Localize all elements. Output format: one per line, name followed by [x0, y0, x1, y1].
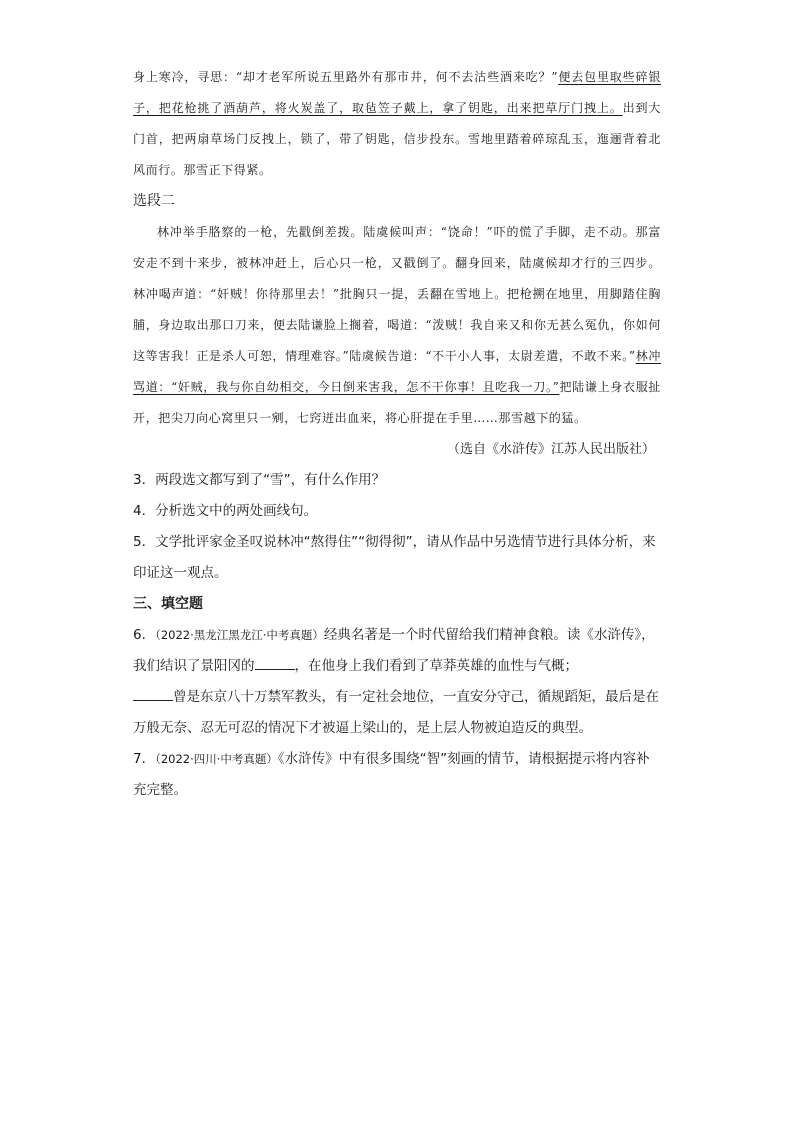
passage-one-text [133, 62, 661, 186]
question-7-text: 《水浒传》中有很多围绕“智”刻画的情节，请根据提示将内容补充完整。 [133, 751, 650, 798]
passage-one-text-1: 身上寒冷，寻思：“却才老军所说五里路外有那市井，何不去沽些酒来吃？” [133, 70, 559, 84]
question-5: 5．文学批评家金圣叹说林冲“熬得住”“彻得彻”，请从作品中另选情节进行具体分析，来印证这一观点。 [133, 534, 656, 581]
question-4: 4．分析选文中的两处画线句。 [133, 503, 318, 519]
question-6 [133, 620, 661, 744]
question-7 [133, 744, 661, 806]
passage-one-text-2: 出到大门首，把两扇草场门反拽上，锁了，带了钥匙，信步投东。雪地里踏着碎琼乱玉，迤逦背着北风而行。那雪正下得紧。 [133, 101, 661, 177]
source-citation: （选自《水浒传》江苏人民出版社） [446, 442, 655, 457]
question-6-text-b: ，在他身上我们看到了草莽英雄的血性与气概； [294, 658, 578, 674]
underlined-sentence-one: 便去包里取些碎银子，把花枪挑了酒葫芦，将火炭盖了，取毡笠子戴上，拿了钥匙，出来把草厅门拽上。 [133, 70, 661, 115]
question-6-source-tag: （2022·黑龙江黑龙江·中考真题） [155, 628, 324, 642]
document-content [133, 62, 661, 806]
question-7-source-tag: （2022·四川·中考真题） [155, 752, 278, 766]
passage-two-text-2: 把陆谦上身衣服扯开，把尖刀向心窝里只一剜，七窍迸出血来，将心肝提在手里……那雪越下的猛。 [133, 380, 661, 425]
passage-two [133, 217, 661, 434]
section-two-label: 选段二 [133, 193, 175, 209]
answer-blank-2[interactable] [133, 687, 173, 702]
question-6-number: 6． [133, 627, 156, 643]
section-three-title: 三、填空题 [133, 596, 203, 612]
question-6-text-c: 曾是东京八十万禁军教头，有一定社会地位，一直安分守己，循规蹈矩，最后是在万般无奈、忍无可忍的情况下才被逼上梁山的，是上层人物被迫造反的典型。 [133, 689, 659, 736]
question-3: 3．两段选文都写到了“雪”，有什么作用？ [133, 472, 386, 488]
question-6-text-a: 经典名著是一个时代留给我们精神食粮。读《水浒传》，我们结识了景阳冈的 [133, 627, 655, 674]
answer-blank-1[interactable] [255, 656, 295, 671]
passage-one [133, 62, 661, 186]
passage-two-text-1: 林冲举手胳察的一枪，先戳倒差拨。陆虞候叫声：“饶命！”吓的慌了手脚，走不动。那富安走不到十来步，被林冲赶上，后心只一枪，又戳倒了。翻身回来，陆虞候却才行的三四步。林冲喝声道：“奸贼！你待那里去！”批胸只一提，丢翻在雪地上。把枪搠在地里，用脚踏住胸脯，身边取出那口刀来，便去陆谦脸上搁着，喝道：“泼贼！我自来又和你无甚么冤仇，你如何这等害我！正是杀人可恕，情理难容。”陆虞候告道：“不干小人事，太尉差遣，不敢不来。” [133, 225, 661, 363]
passage-two-text [133, 217, 661, 434]
underlined-sentence-two: 林冲骂道：“奸贼，我与你自幼相交，今日倒来害我，怎不干你事！且吃我一刀。” [133, 349, 662, 394]
question-7-number: 7． [133, 751, 156, 767]
